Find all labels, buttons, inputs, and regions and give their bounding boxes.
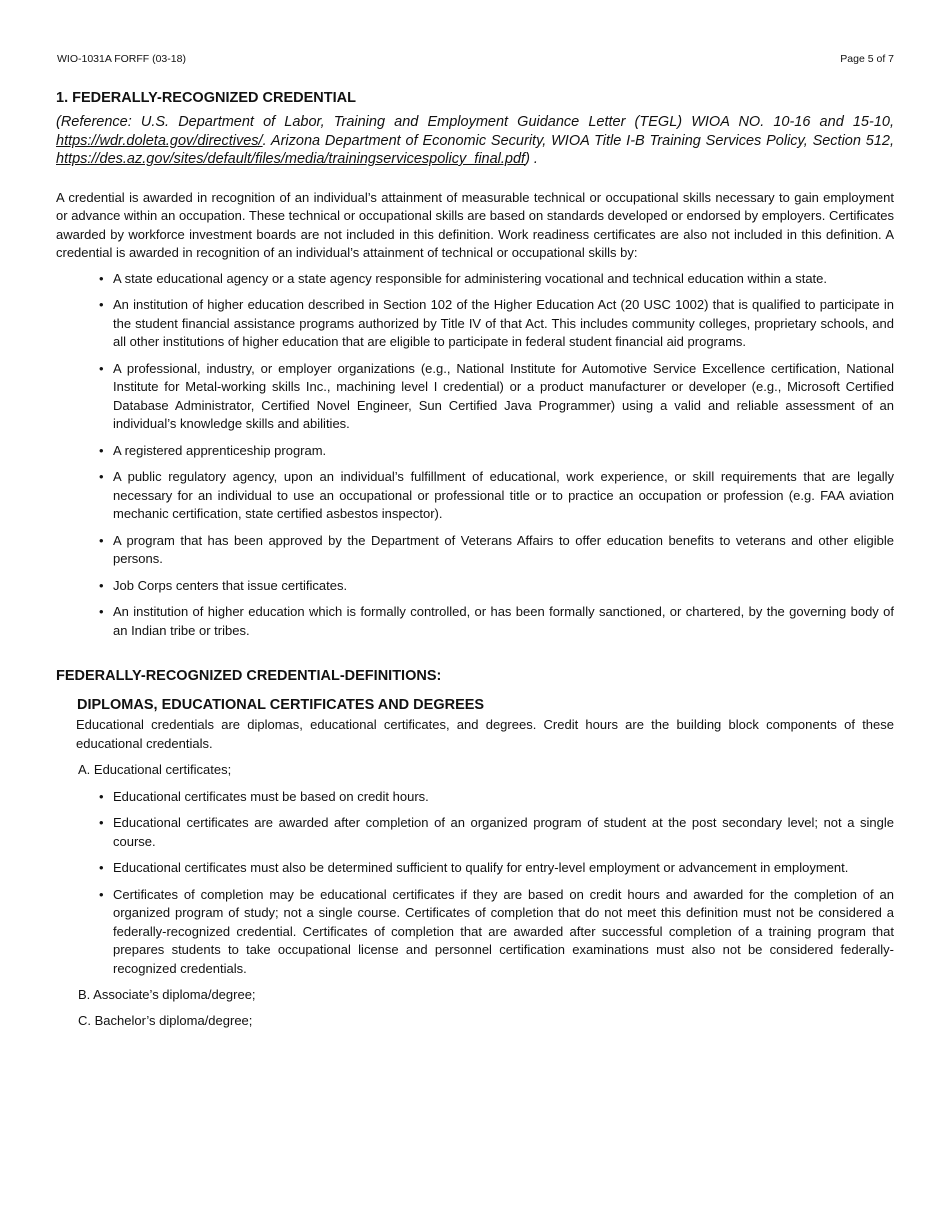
list-item: • Educational certificates are awarded after completion of an organized program of student at the post secondary level; not a single course.: [99, 814, 894, 851]
doleta-link[interactable]: https://wdr.doleta.gov/directives/: [56, 132, 263, 149]
page-number: Page 5 of 7: [840, 53, 894, 65]
list-item: • Educational certificates must be based on credit hours.: [99, 788, 894, 807]
reference-paragraph: [56, 113, 894, 169]
list-item: • A professional, industry, or employer organizations (e.g., National Institute for Automotive Service Excellence certification, National Institute for Metal-working skills Inc., machining level I credential) or a product manufacturer or developer (e.g., Microsoft Certified Database Administrator, Certified Novel Engineer, Sun Certified Java Programmer) using a valid and reliable assessment of an individual’s knowledge skills and abilities.: [99, 360, 894, 434]
educational-certificates-list: [99, 788, 894, 979]
des-policy-link[interactable]: https://des.az.gov/sites/default/files/media/trainingservicespolicy_final.pdf: [56, 151, 526, 167]
form-id: WIO-1031A FORFF (03-18): [57, 53, 186, 65]
item-a-heading: A. Educational certificates;: [78, 762, 232, 777]
reference-text-1: (Reference: U.S. Department of Labor, Training and Employment Guidance Letter (TEGL) WIOA NO. 10-16 and 15-10,: [56, 114, 894, 130]
list-item: • A registered apprenticeship program.: [99, 442, 894, 461]
list-item: • Educational certificates must also be determined sufficient to qualify for entry-level employment or advancement in employment.: [99, 859, 894, 878]
definitions-section: [76, 716, 894, 1030]
document-body: [56, 90, 894, 1030]
definitions-subtitle: DIPLOMAS, EDUCATIONAL CERTIFICATES AND DEGREES: [77, 697, 485, 713]
credential-sources-list: [99, 270, 894, 641]
definitions-title: FEDERALLY-RECOGNIZED CREDENTIAL-DEFINITIONS:: [56, 668, 442, 684]
definitions-intro: Educational credentials are diplomas, educational certificates, and degrees. Credit hours are the building block components of these educational credentials.: [76, 717, 894, 751]
list-item: • Certificates of completion may be educational certificates if they are based on credit hours and awarded for the completion of an organized program of study; not a single course. Certificates of completion that do not meet this definition must not be considered a federally-recognized credential. Certificates of completion that are awarded after successful completion of a training program that prepares students to take occupational license and personnel certification examinations must also not be considered federally-recognized credentials.: [99, 886, 894, 979]
section-title: 1. FEDERALLY-RECOGNIZED CREDENTIAL: [56, 90, 356, 106]
reference-text-2: . Arizona Department of Economic Security, WIOA Title I-B Training Services Policy, Section 512,: [262, 132, 894, 149]
credential-intro: A credential is awarded in recognition of an individual’s attainment of measurable technical or occupational skills necessary to gain employment or advance within an occupation. These technical or occupational skills are based on standards developed or endorsed by employers. Certificates awarded by workforce investment boards are not included in this definition. Work readiness certificates are also not included in this definition. A credential is awarded in recognition of an individual’s attainment of technical or occupational skills by:: [56, 189, 894, 260]
list-item: • A state educational agency or a state agency responsible for administering vocational and technical education within a state.: [99, 270, 894, 289]
list-item: • An institution of higher education described in Section 102 of the Higher Education Act (20 USC 1002) that is qualified to participate in the student financial assistance programs authorized by Title IV of that Act. This includes community colleges, proprietary schools, and all other institutions of higher education that are eligible to participate in federal student financial aid programs.: [99, 296, 894, 352]
list-item: • A public regulatory agency, upon an individual’s fulfillment of educational, work experience, or skill requirements that are legally necessary for an individual to use an occupational or professional title or to practice an occupation or profession (e.g. FAA aviation mechanic certification, state certified asbestos inspector).: [99, 468, 894, 524]
list-item: • A program that has been approved by the Department of Veterans Affairs to offer education benefits to veterans and other eligible persons.: [99, 532, 894, 569]
item-c-heading: C. Bachelor’s diploma/degree;: [78, 1012, 253, 1028]
list-item: • Job Corps centers that issue certificates.: [99, 577, 894, 596]
item-b-heading: B. Associate’s diploma/degree;: [78, 987, 256, 1002]
list-item: • An institution of higher education which is formally controlled, or has been formally sanctioned, or chartered, by the governing body of an Indian tribe or tribes.: [99, 603, 894, 640]
reference-text-3: ) .: [525, 151, 538, 167]
